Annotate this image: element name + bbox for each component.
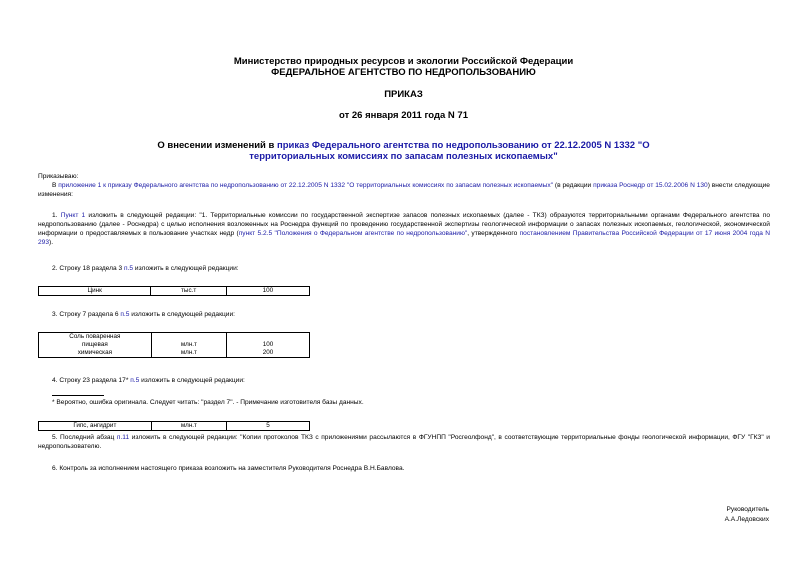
table-cell: 100 (226, 287, 309, 296)
footnote-divider (52, 395, 104, 396)
agency-name: ФЕДЕРАЛЬНОЕ АГЕНТСТВО ПО НЕДРОПОЛЬЗОВАНИЮ (271, 67, 536, 78)
item3-post: изложить в следующей редакции: (129, 311, 235, 318)
table-row (39, 422, 310, 431)
item-5-paragraph (38, 433, 770, 451)
item1-link-point[interactable]: Пункт 1 (60, 212, 86, 219)
title-prefix: О внесении изменений в (157, 140, 277, 151)
order-word: Приказываю: (38, 173, 79, 180)
signature-name: А.А.Ледовских (724, 516, 769, 523)
table-cell: 5 (227, 422, 310, 431)
item-3-paragraph (38, 310, 770, 319)
table-cell: тыс.т (151, 287, 226, 296)
table-row (39, 333, 310, 342)
item4-pre: 4. Строку 23 раздела 17* (52, 377, 131, 384)
document-type: ПРИКАЗ (384, 89, 423, 100)
item-2-table (38, 286, 310, 296)
item1-link-decree[interactable]: постановлением Правительства Российской Федерации от 17 июня 2004 года N 293 (38, 230, 770, 246)
item-3-table (38, 332, 310, 358)
item5-link[interactable]: п.11 (116, 434, 130, 441)
table-row (39, 341, 310, 349)
table-cell: 200 (227, 349, 310, 358)
table-cell (227, 333, 310, 342)
item5-pre: 5. Последний абзац (52, 434, 117, 441)
item1-pre: 1. (52, 212, 61, 219)
table-cell: млн.т (151, 422, 226, 431)
table-cell: химическая (39, 349, 152, 358)
item3-pre: 3. Строку 7 раздела 6 (52, 311, 121, 318)
table-cell: Цинк (39, 287, 151, 296)
item5-post: изложить в следующей редакции: "Копии протоколов ТКЗ с приложениями рассылаются в ФГУНПП "Росгеолфонд", в соответствующие территориальные фонды геологической информации, ФГУ "ГКЗ" и недропользователю. (38, 434, 770, 450)
item-1-paragraph (38, 211, 770, 247)
table-row (39, 287, 310, 296)
item1-text2: , утвержденного (467, 230, 520, 237)
table-cell (151, 333, 226, 342)
table-cell: млн.т (151, 341, 226, 349)
item4-link[interactable]: п.5 (130, 377, 140, 384)
item-4-table (38, 421, 310, 431)
item-6-paragraph: 6. Контроль за исполнением настоящего приказа возложить на заместителя Руководителя Роснедра В.Н.Бавлова. (52, 465, 405, 472)
document-date-number: от 26 января 2011 года N 71 (339, 110, 468, 121)
title-link[interactable]: приказ Федерального агентства по недропользованию от 22.12.2005 N 1332 "О территориальных комиссиях по запасам полезных ископаемых" (249, 140, 650, 162)
ministry-name: Министерство природных ресурсов и экологии Российской Федерации (233, 56, 574, 67)
item-4-paragraph (38, 376, 770, 385)
table-cell: Соль поваренная (39, 333, 152, 342)
table-row (39, 349, 310, 358)
item4-post: изложить в следующей редакции: (139, 377, 245, 384)
signature-position: Руководитель (726, 506, 769, 513)
intro-link-appendix[interactable]: приложение 1 к приказу Федерального агентства по недропользованию от 22.12.2005 N 1332 "О территориальных комиссиях по запасам полезных ископаемых" (58, 182, 554, 189)
intro-link-roznedr-order[interactable]: приказа Роснедр от 15.02.2006 N 130 (593, 182, 708, 189)
intro-post: ) внести следующие изменения: (38, 182, 770, 198)
table-cell: млн.т (151, 349, 226, 358)
footnote: * Вероятно, ошибка оригинала. Следует читать: "раздел 7". - Примечание изготовителя базы данных. (52, 399, 364, 406)
item3-link[interactable]: п.5 (120, 311, 130, 318)
table-cell: Гипс, ангидрит (39, 422, 152, 431)
intro-paragraph (38, 181, 770, 199)
item2-pre: 2. Строку 18 раздела 3 (52, 265, 124, 272)
intro-pre: В (52, 182, 59, 189)
item-2-paragraph (38, 264, 770, 273)
table-cell: 100 (227, 341, 310, 349)
table-cell: пищевая (39, 341, 152, 349)
document-title (150, 140, 657, 162)
item1-text3: ). (49, 239, 54, 246)
intro-mid: (в редакции (553, 182, 594, 189)
item2-link[interactable]: п.5 (123, 265, 134, 272)
item2-post: изложить в следующей редакции: (133, 265, 239, 272)
item1-link-regulation[interactable]: пункт 5.2.5 "Положения о Федеральном агентстве по недропользованию" (238, 230, 468, 237)
item1-text1: изложить в следующей редакции: "1. Территориальные комиссии по государственной экспертизе запасов полезных ископаемых (далее - ТКЗ) образуются территориальными органами Федерального агентства по недропользованию (далее - Роснедра) с целью исполнения возложенных на Роснедра функций по проведению государственной экспертизы геологической информации о запасах полезных ископаемых, геологической, экономической информации о предоставляемых в пользование участках недр ( (38, 212, 771, 237)
